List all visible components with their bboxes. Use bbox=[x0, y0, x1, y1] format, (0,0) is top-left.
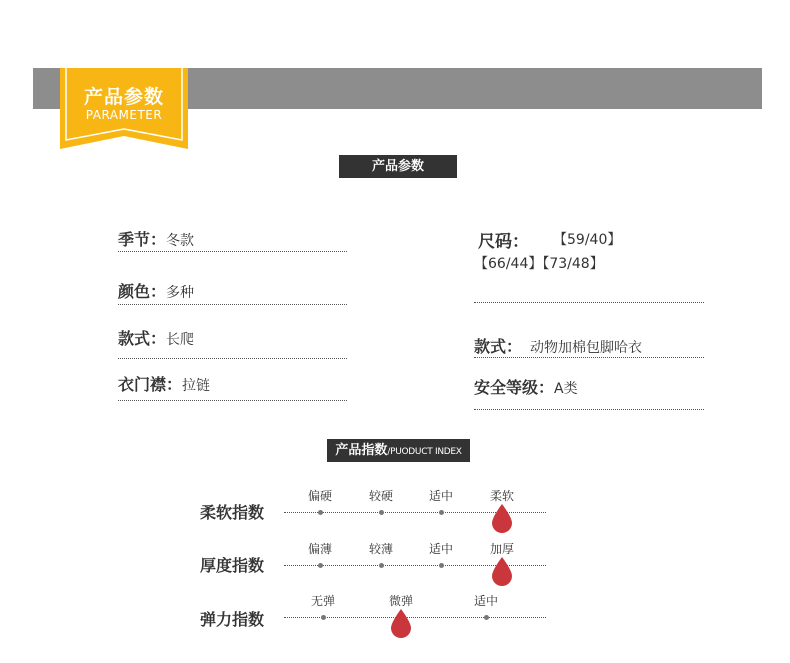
params-section-label: 产品参数 bbox=[339, 155, 457, 178]
index-option: 较硬 bbox=[368, 489, 393, 503]
index-label: 柔软指数 bbox=[200, 503, 265, 522]
index-section-label bbox=[327, 439, 470, 462]
size-value-line1: 【59/40】 bbox=[553, 232, 622, 248]
style-left-label: 款式： bbox=[118, 329, 167, 348]
season-value: 冬款 bbox=[166, 233, 195, 249]
index-option: 加厚 bbox=[489, 542, 514, 556]
index-option: 偏薄 bbox=[307, 542, 332, 556]
index-option: 适中 bbox=[428, 542, 453, 556]
selected-drop-marker-icon bbox=[390, 609, 412, 639]
season-field bbox=[118, 227, 194, 250]
divider bbox=[474, 302, 704, 303]
index-scale-dot bbox=[439, 563, 444, 568]
color-field bbox=[118, 279, 194, 302]
index-scale-dot bbox=[379, 563, 384, 568]
index-option: 适中 bbox=[428, 489, 453, 503]
index-option: 较薄 bbox=[368, 542, 393, 556]
safety-value: A类 bbox=[554, 381, 578, 397]
index-label: 弹力指数 bbox=[200, 610, 265, 629]
index-scale-dot bbox=[318, 510, 323, 515]
style-left-field bbox=[118, 326, 194, 349]
safety-label: 安全等级： bbox=[474, 378, 555, 397]
index-section-label-en: /PUODUCT INDEX bbox=[387, 447, 462, 457]
index-label: 厚度指数 bbox=[200, 556, 265, 575]
color-value: 多种 bbox=[166, 285, 195, 301]
divider bbox=[118, 304, 347, 305]
style-right-label: 款式： bbox=[474, 337, 523, 356]
style-right-value: 动物加棉包脚哈衣 bbox=[530, 340, 643, 356]
badge-title: 产品参数 bbox=[83, 86, 164, 108]
placket-label: 衣门襟： bbox=[118, 375, 183, 394]
index-scale-dot bbox=[439, 510, 444, 515]
placket-value: 拉链 bbox=[182, 378, 211, 394]
index-scale-dot bbox=[321, 615, 326, 620]
index-scale-dot bbox=[379, 510, 384, 515]
badge-subtitle: PARAMETER bbox=[85, 108, 163, 122]
index-scale-dot bbox=[484, 615, 489, 620]
divider bbox=[118, 400, 347, 401]
index-option: 微弹 bbox=[388, 594, 413, 608]
parameter-badge bbox=[60, 68, 188, 149]
color-label: 颜色： bbox=[118, 282, 167, 301]
index-option: 偏硬 bbox=[307, 489, 332, 503]
index-option: 无弹 bbox=[310, 594, 335, 608]
season-label: 季节： bbox=[118, 230, 167, 249]
placket-field bbox=[118, 372, 210, 395]
size-field bbox=[478, 227, 529, 252]
selected-drop-marker-icon bbox=[491, 557, 513, 587]
index-option: 柔软 bbox=[489, 489, 514, 503]
size-label: 尺码： bbox=[478, 232, 529, 252]
style-right-field bbox=[474, 334, 642, 357]
size-value-line2: 【66/44】【73/48】 bbox=[474, 256, 604, 272]
divider bbox=[474, 409, 704, 410]
index-scale-dot bbox=[318, 563, 323, 568]
safety-field bbox=[474, 375, 578, 398]
index-option: 适中 bbox=[473, 594, 498, 608]
selected-drop-marker-icon bbox=[491, 504, 513, 534]
divider bbox=[474, 357, 704, 358]
index-section-label-cn: 产品指数 bbox=[335, 443, 388, 458]
divider bbox=[118, 358, 347, 359]
divider bbox=[118, 251, 347, 252]
style-left-value: 长爬 bbox=[166, 332, 195, 348]
